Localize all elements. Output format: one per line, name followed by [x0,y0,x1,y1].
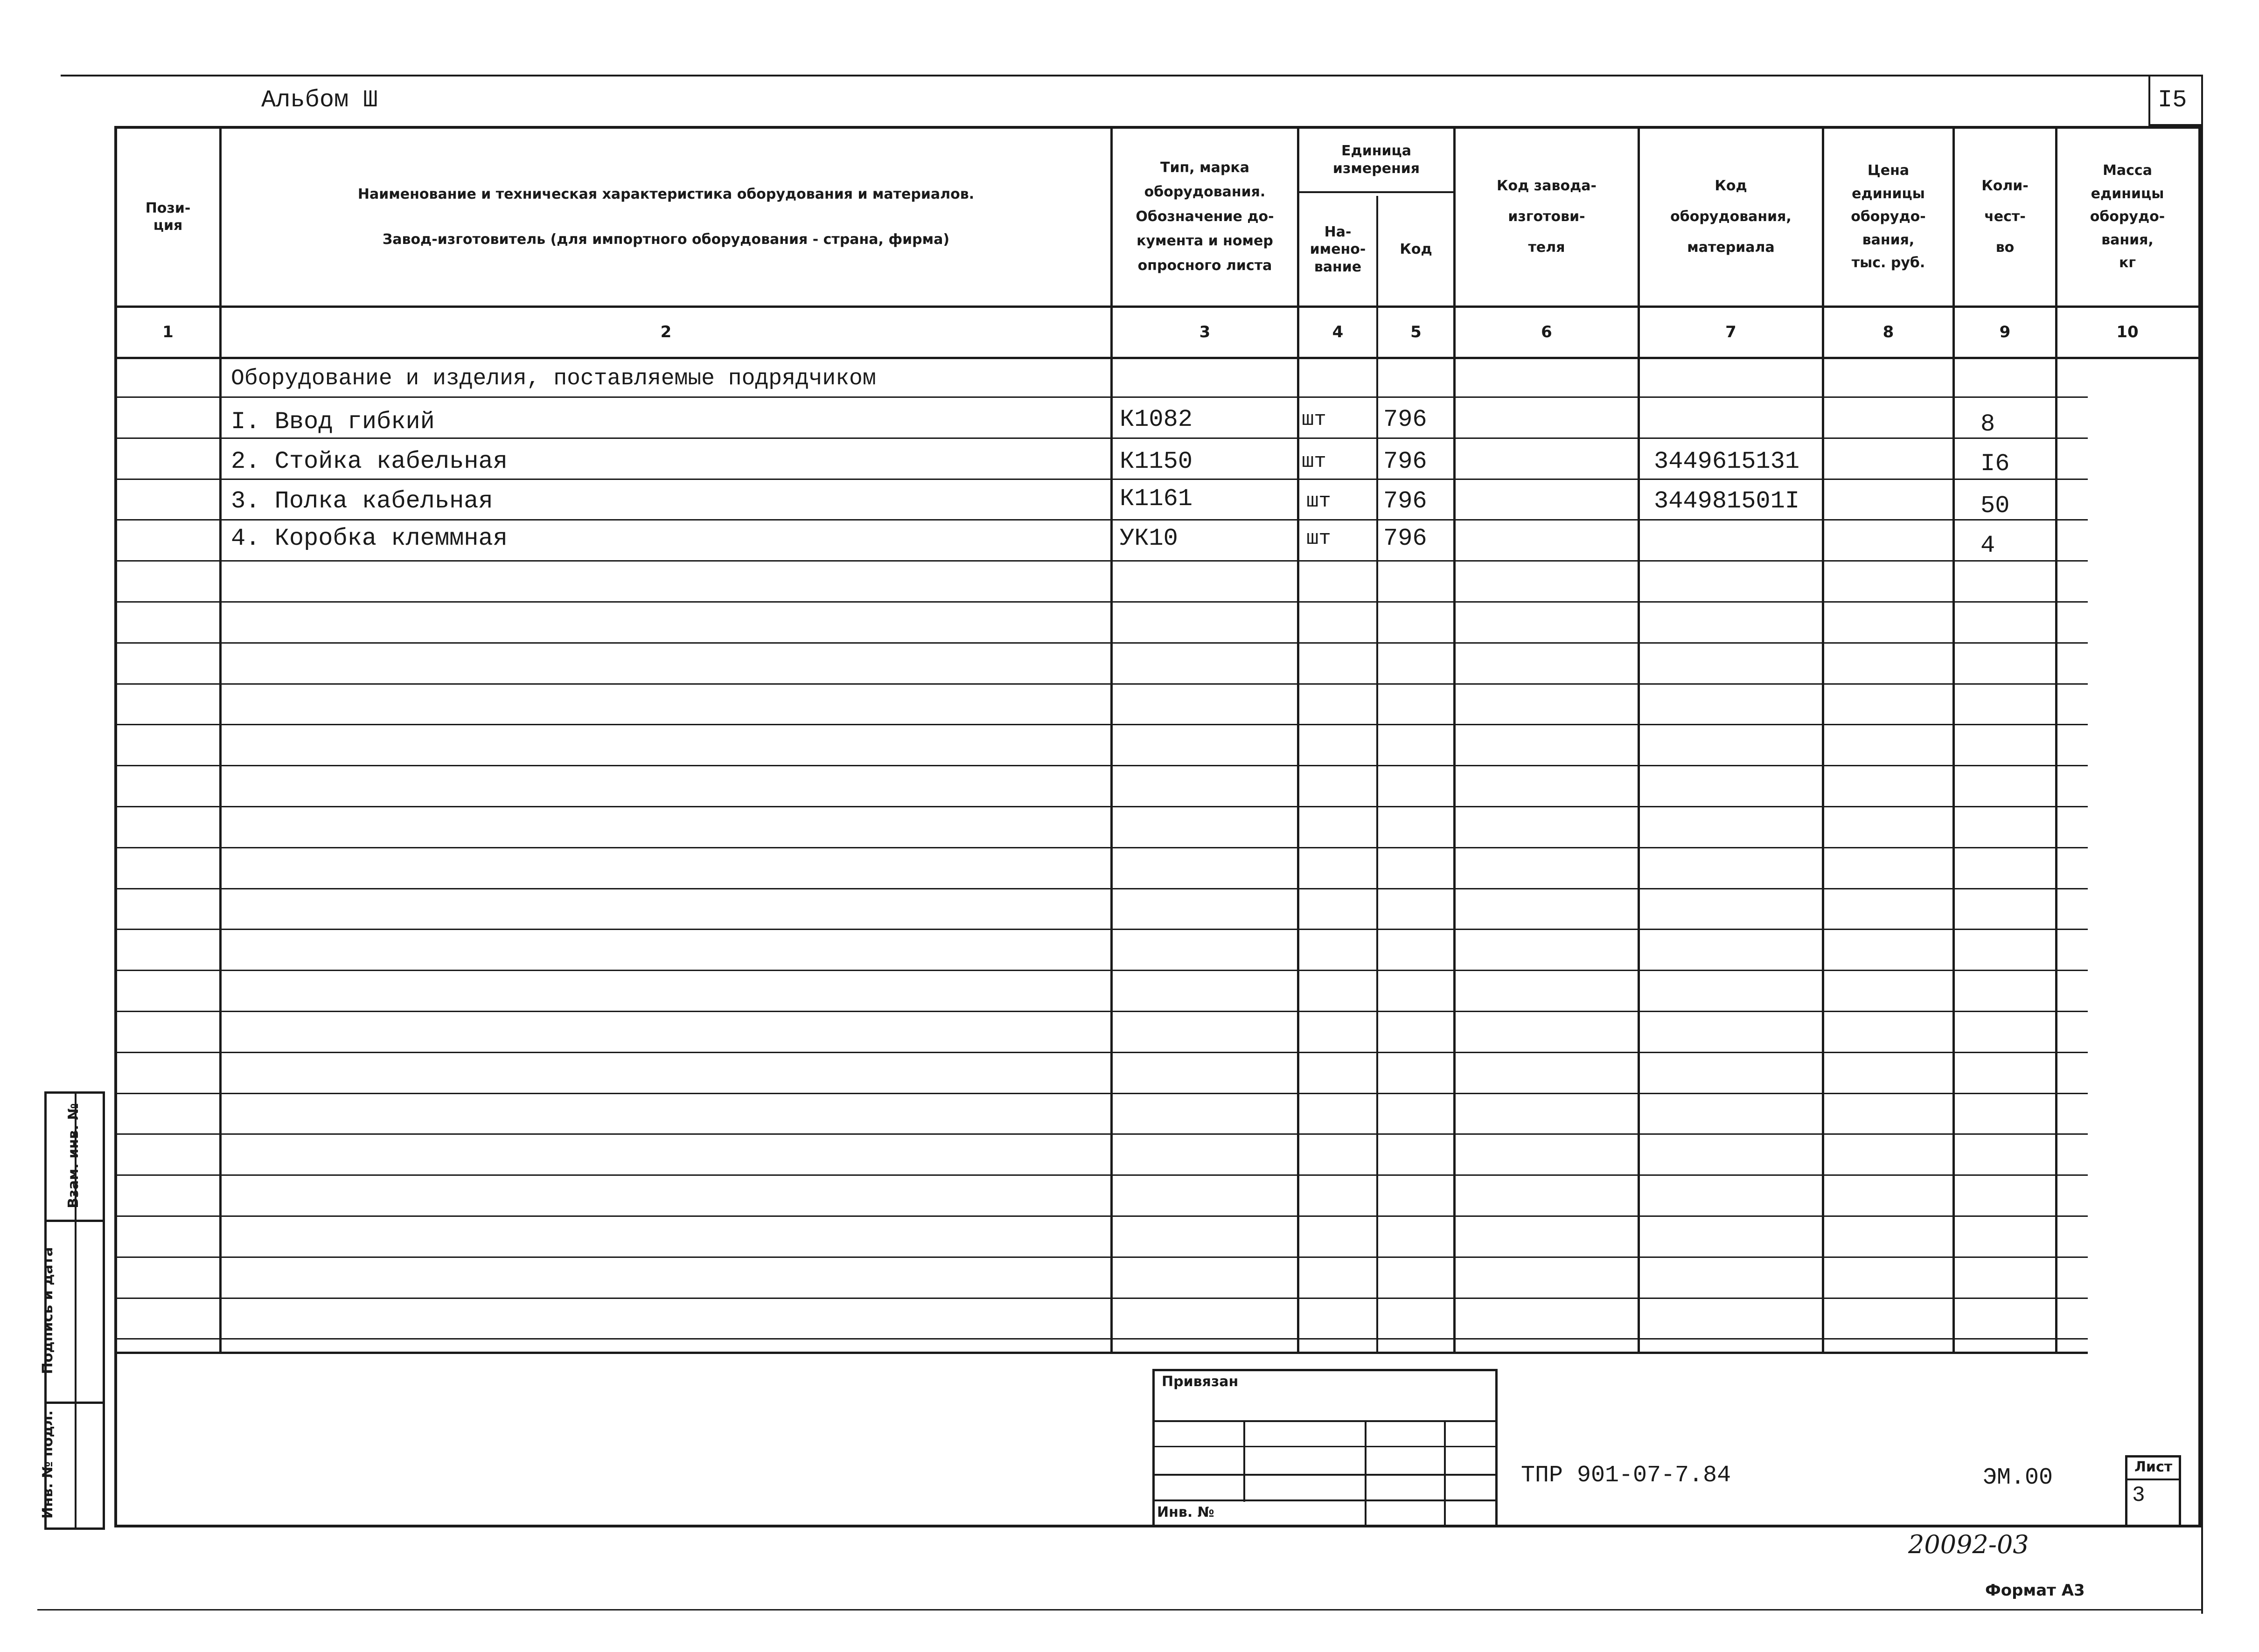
row-line [114,1011,2088,1012]
privyazan-col-2 [1365,1420,1367,1527]
album-title: Альбом Ш [261,86,378,114]
doc-code: ТПР 901-07-7.84 [1521,1462,1731,1489]
row-line [114,1133,2088,1135]
row-2-qty: I6 [1980,450,2010,478]
header-name-line1: Наименование и техническая характеристика оборудования и материалов. [357,186,975,202]
row-line [114,479,2088,480]
privyazan-line-4 [1152,1499,1498,1501]
row-1-type: К1082 [1120,406,1193,433]
bottom-frame-line [37,1609,2202,1610]
row-line [114,519,2088,521]
side-stamp-inv: Инв. № подл. [40,1410,56,1519]
colnum-10: 10 [2116,323,2139,342]
row-2-equip-code: 3449615131 [1654,448,1800,475]
section-title: Оборудование и изделия, поставляемые подрядчиком [231,366,876,391]
header-unit: Единица измерения [1332,143,1420,177]
privyazan-line-1 [1152,1420,1498,1422]
side-stamp-vzam: Взам. инв. № [65,1103,82,1208]
privyazan-col-1 [1243,1420,1245,1502]
page-number: I5 [2158,86,2187,114]
row-2-name: 2. Стойка кабельная [231,448,508,475]
right-frame-line [2201,75,2203,1614]
row-4-qty: 4 [1980,532,1995,559]
header-position: Пози- ция [145,200,191,234]
colnum-6: 6 [1541,323,1552,342]
header-unit-name: На- имено- вание [1310,223,1366,275]
row-line [114,724,2088,725]
col-line-4 [1376,196,1378,1353]
row-1-code: 796 [1383,406,1427,433]
colnum-7: 7 [1725,323,1736,342]
colnum-8: 8 [1882,323,1894,342]
row-line [114,1174,2088,1176]
header-equipment-code: Код оборудования, материала [1670,178,1792,256]
row-4-type: УК10 [1120,525,1178,552]
colnum-4: 4 [1332,323,1344,342]
row-line [114,1215,2088,1217]
privyazan-box [1152,1369,1498,1527]
row-line [114,765,2088,766]
row-line [114,1298,2088,1299]
colnum-2: 2 [660,323,672,342]
row-line [114,560,2088,562]
header-type: Тип, марка оборудования. Обозначение до- кумента и номер опросного листа [1136,159,1274,274]
row-line [114,1338,2088,1340]
colnum-bottom-line [114,357,2201,359]
row-line [114,396,2088,398]
header-factory-code: Код завода- изготови- теля [1497,178,1597,256]
row-line [114,683,2088,685]
privyazan-col-3 [1444,1420,1446,1527]
row-2-code: 796 [1383,448,1427,475]
header-mass: Масса единицы оборудо- вания, кг [2090,162,2165,271]
list-box-line [2125,1478,2181,1480]
list-label: Лист [2134,1459,2173,1475]
row-line [114,642,2088,644]
header-name [222,128,1110,305]
row-line [114,1093,2088,1094]
top-frame-line [61,75,2202,76]
row-line [114,1256,2088,1258]
colnum-5: 5 [1410,323,1422,342]
row-line [114,929,2088,930]
archive-number: 20092-03 [1908,1530,2029,1559]
row-4-unit: шт [1306,527,1331,550]
row-3-qty: 50 [1980,492,2010,520]
row-4-name: 4. Коробка клеммная [231,525,508,552]
side-stamp-podpis: Подпись и дата [40,1247,56,1374]
row-line [114,888,2088,889]
row-line [114,847,2088,848]
inv-no-label: Инв. № [1157,1504,1214,1520]
row-2-unit: шт [1302,450,1326,473]
header-name-line2: Завод-изготовитель (для импортного оборудования - страна, фирма) [382,231,950,248]
row-3-name: 3. Полка кабельная [231,487,493,515]
header-price: Цена единицы оборудо- вания, тыс. руб. [1851,162,1926,271]
privyazan-line-3 [1152,1474,1498,1476]
doc-mark: ЭМ.00 [1983,1465,2053,1491]
row-3-code: 796 [1383,487,1427,515]
row-line [114,806,2088,807]
row-3-equip-code: 344981501I [1654,487,1800,515]
row-3-unit: шт [1306,490,1331,513]
privyazan-line-2 [1152,1446,1498,1447]
row-1-unit: шт [1302,408,1326,431]
row-1-qty: 8 [1980,410,1995,438]
row-line [114,601,2088,603]
row-line [114,1052,2088,1053]
colnum-9: 9 [1999,323,2011,342]
row-1-name: I. Ввод гибкий [231,408,435,436]
header-unit-code: Код [1400,241,1432,258]
row-line [114,970,2088,971]
header-quantity: Коли- чест- во [1981,178,2029,256]
format-label: Формат А3 [1985,1581,2085,1600]
unit-subheader-line [1297,191,1453,193]
list-number: 3 [2132,1483,2145,1507]
row-2-type: К1150 [1120,448,1193,475]
colnum-3: 3 [1199,323,1211,342]
row-3-type: К1161 [1120,485,1193,513]
privyazan-label: Привязан [1162,1374,1239,1390]
row-4-code: 796 [1383,525,1427,552]
table-body-bottom [114,1352,2088,1354]
colnum-1: 1 [162,323,174,342]
row-line [114,437,2088,439]
